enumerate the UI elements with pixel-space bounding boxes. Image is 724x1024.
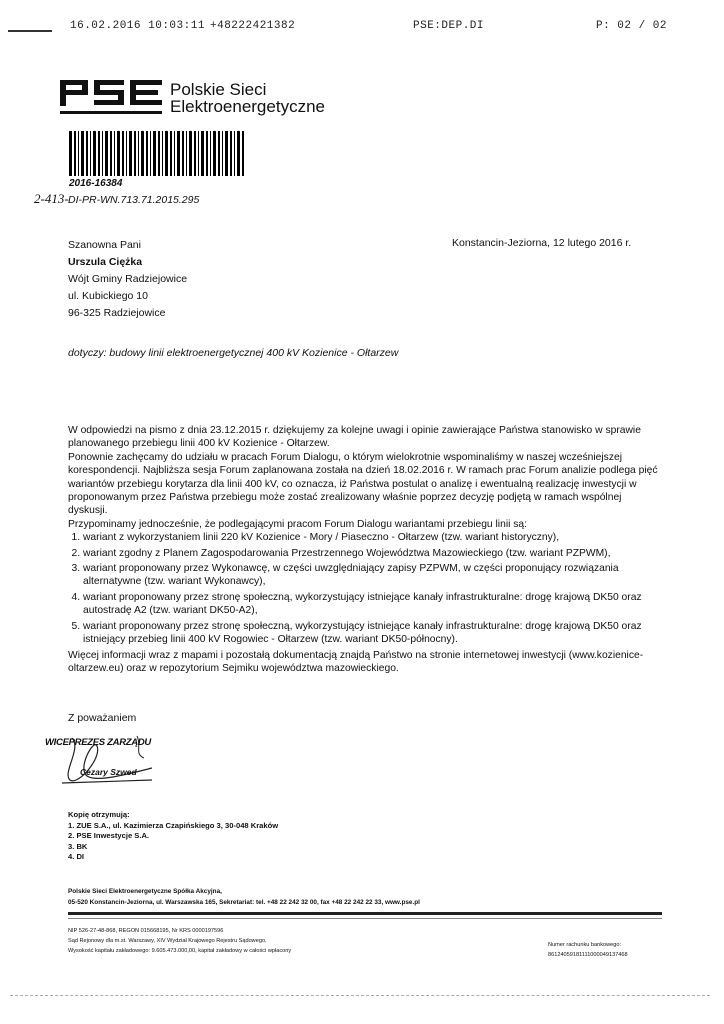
company-footer xyxy=(68,886,420,908)
reference-number: DI-PR-WN.713.71.2015.295 xyxy=(68,194,200,206)
copies-list xyxy=(68,810,278,863)
fax-datetime: 16.02.2016 10:03:11 xyxy=(70,20,205,32)
body-paragraph-2: Ponownie zachęcamy do udziału w pracach Forum Dialogu, o którym wielokrotnie wspominaliśmy w naszej wcześniejszej korespondencji. Najbliższa sesja Forum zaplanowana została na dzień 18.02.2016 r. W ramach prac Forum analizie podlega pięć wariantów przebiegu korytarza dla linii 400 kV, co oznacza, iż Państwa postulat o analizę i ewentualną realizację inwestycji w proponowanym przez Państwa przebiegu może zostać zrealizowany właśnie poprzez decyzję podjętą w ramach wspólnej dyskusji. xyxy=(68,451,658,517)
fax-page-number: P: 02 / 02 xyxy=(596,20,668,32)
company-name-line2: Elektroenergetyczne xyxy=(170,97,325,116)
variants-list xyxy=(68,531,658,646)
handwritten-reference: 2-413- xyxy=(34,191,69,206)
footer-capital: Wysokość kapitału zakładowego: 9.605.473.000,00, kapitał zakładowy w całości wpłacony xyxy=(68,948,292,954)
company-name-line1: Polskie Sieci xyxy=(170,80,267,99)
recipient-address xyxy=(68,237,187,322)
list-item: 1. wariant z wykorzystaniem linii 220 kV Kozienice - Mory / Piaseczno - Ołtarzew (tzw. wariant historyczny), xyxy=(83,531,658,544)
list-item: 5. wariant proponowany przez stronę społeczną, wykorzystujący istniejące kanały infrastrukturalne: drogę krajową DK50 oraz istniejący przebieg linii 400 kV Rogowiec - Ołtarzew (tzw. wariant DK50-północny). xyxy=(83,620,658,647)
fax-bottom-edge xyxy=(10,995,710,997)
place-and-date: Konstancin-Jeziorna, 12 lutego 2016 r. xyxy=(452,237,632,249)
letter-body xyxy=(68,424,658,675)
list-item: 1. ZUE S.A., ul. Kazimierza Czapińskiego 3, 30-048 Kraków xyxy=(68,820,279,830)
footer-address: 05-520 Konstancin-Jeziorna, ul. Warszawska 165, Sekretariat: tel. +48 22 242 32 00, fax +48 22 242 22 33, www.pse.pl xyxy=(68,899,420,906)
recipient-city: 96-325 Radziejowice xyxy=(68,307,166,319)
footer-court: Sąd Rejonowy dla m.st. Warszawy, XIV Wydział Krajowego Rejestru Sądowego, xyxy=(68,938,267,944)
fax-phone: +48222421382 xyxy=(210,20,296,32)
signatory-name: Cezary Szwed xyxy=(80,767,137,777)
footer-nip: NIP 526-27-48-868, REGON 015668195, Nr KRS 0000197596 xyxy=(68,928,224,934)
copy-recipient: PSE Inwestycje S.A. xyxy=(76,831,150,841)
bank-account xyxy=(548,940,628,960)
copy-recipient: BK xyxy=(76,841,88,851)
bank-account-number: 86124059181111000049137468 xyxy=(548,952,628,958)
fax-station: PSE:DEP.DI xyxy=(413,20,485,32)
signatory-title: WICEPREZES ZARZĄDU xyxy=(45,737,151,748)
copies-heading: Kopię otrzymują: xyxy=(68,810,130,819)
body-paragraph-4: Więcej informacji wraz z mapami i pozostałą dokumentacją znajdą Państwo na stronie internetowej inwestycji (www.kozienice-oltarzew.eu) oraz w repozytorium Sejmiku województwa mazowieckiego. xyxy=(68,649,644,674)
body-paragraph-1: W odpowiedzi na pismo z dnia 23.12.2015 r. dziękujemy za kolejne uwagi i opinie zawierające Państwa stanowisko w sprawie planowanego przebiegu linii 400 kV Kozienice - Ołtarzew. xyxy=(68,425,641,450)
company-name xyxy=(170,81,325,115)
registration-info xyxy=(68,926,291,956)
pse-logo-mark xyxy=(60,78,164,118)
barcode xyxy=(69,131,247,176)
salutation: Szanowna Pani xyxy=(68,239,141,251)
list-item: 3. BK xyxy=(68,841,88,851)
document-number: 2016-16384 xyxy=(69,178,123,189)
subject-line: dotyczy: budowy linii elektroenergetycznej 400 kV Kozienice - Ołtarzew xyxy=(68,347,399,359)
fax-header-mark xyxy=(8,30,52,32)
list-item: 2. PSE Inwestycje S.A. xyxy=(68,831,150,841)
list-item: 3. wariant proponowany przez Wykonawcę, w części uwzględniający zapisy PZPWM, w części proponujący rozwiązania alternatywne (tzw. wariant Wykonawcy), xyxy=(83,562,658,589)
list-item: 2. wariant zgodny z Planem Zagospodarowania Przestrzennego Województwa Mazowieckiego (tzw. wariant PZPWM), xyxy=(83,547,658,560)
closing: Z poważaniem xyxy=(68,712,137,724)
bank-account-label: Numer rachunku bankowego: xyxy=(548,942,622,948)
footer-divider xyxy=(68,912,662,915)
copy-recipient: ZUE S.A., ul. Kazimierza Czapińskiego 3, 30-048 Kraków xyxy=(76,820,279,830)
recipient-name: Urszula Ciężka xyxy=(68,256,143,268)
recipient-title: Wójt Gminy Radziejowice xyxy=(68,273,188,285)
footer-company: Polskie Sieci Elektroenergetyczne Spółka Akcyjna, xyxy=(68,888,222,895)
recipient-street: ul. Kubickiego 10 xyxy=(68,290,148,302)
list-item: 4. wariant proponowany przez stronę społeczną, wykorzystujący istniejące kanały infrastrukturalne: drogę krajową DK50 oraz autostradę A2 (tzw. wariant DK50-A2), xyxy=(83,591,658,618)
body-paragraph-3: Przypominamy jednocześnie, że podlegającymi pracom Forum Dialogu wariantami przebiegu linii są: xyxy=(68,518,527,530)
footer-divider-thin xyxy=(68,918,662,919)
copy-recipient: DI xyxy=(76,852,85,862)
list-item: 4. DI xyxy=(68,852,85,862)
